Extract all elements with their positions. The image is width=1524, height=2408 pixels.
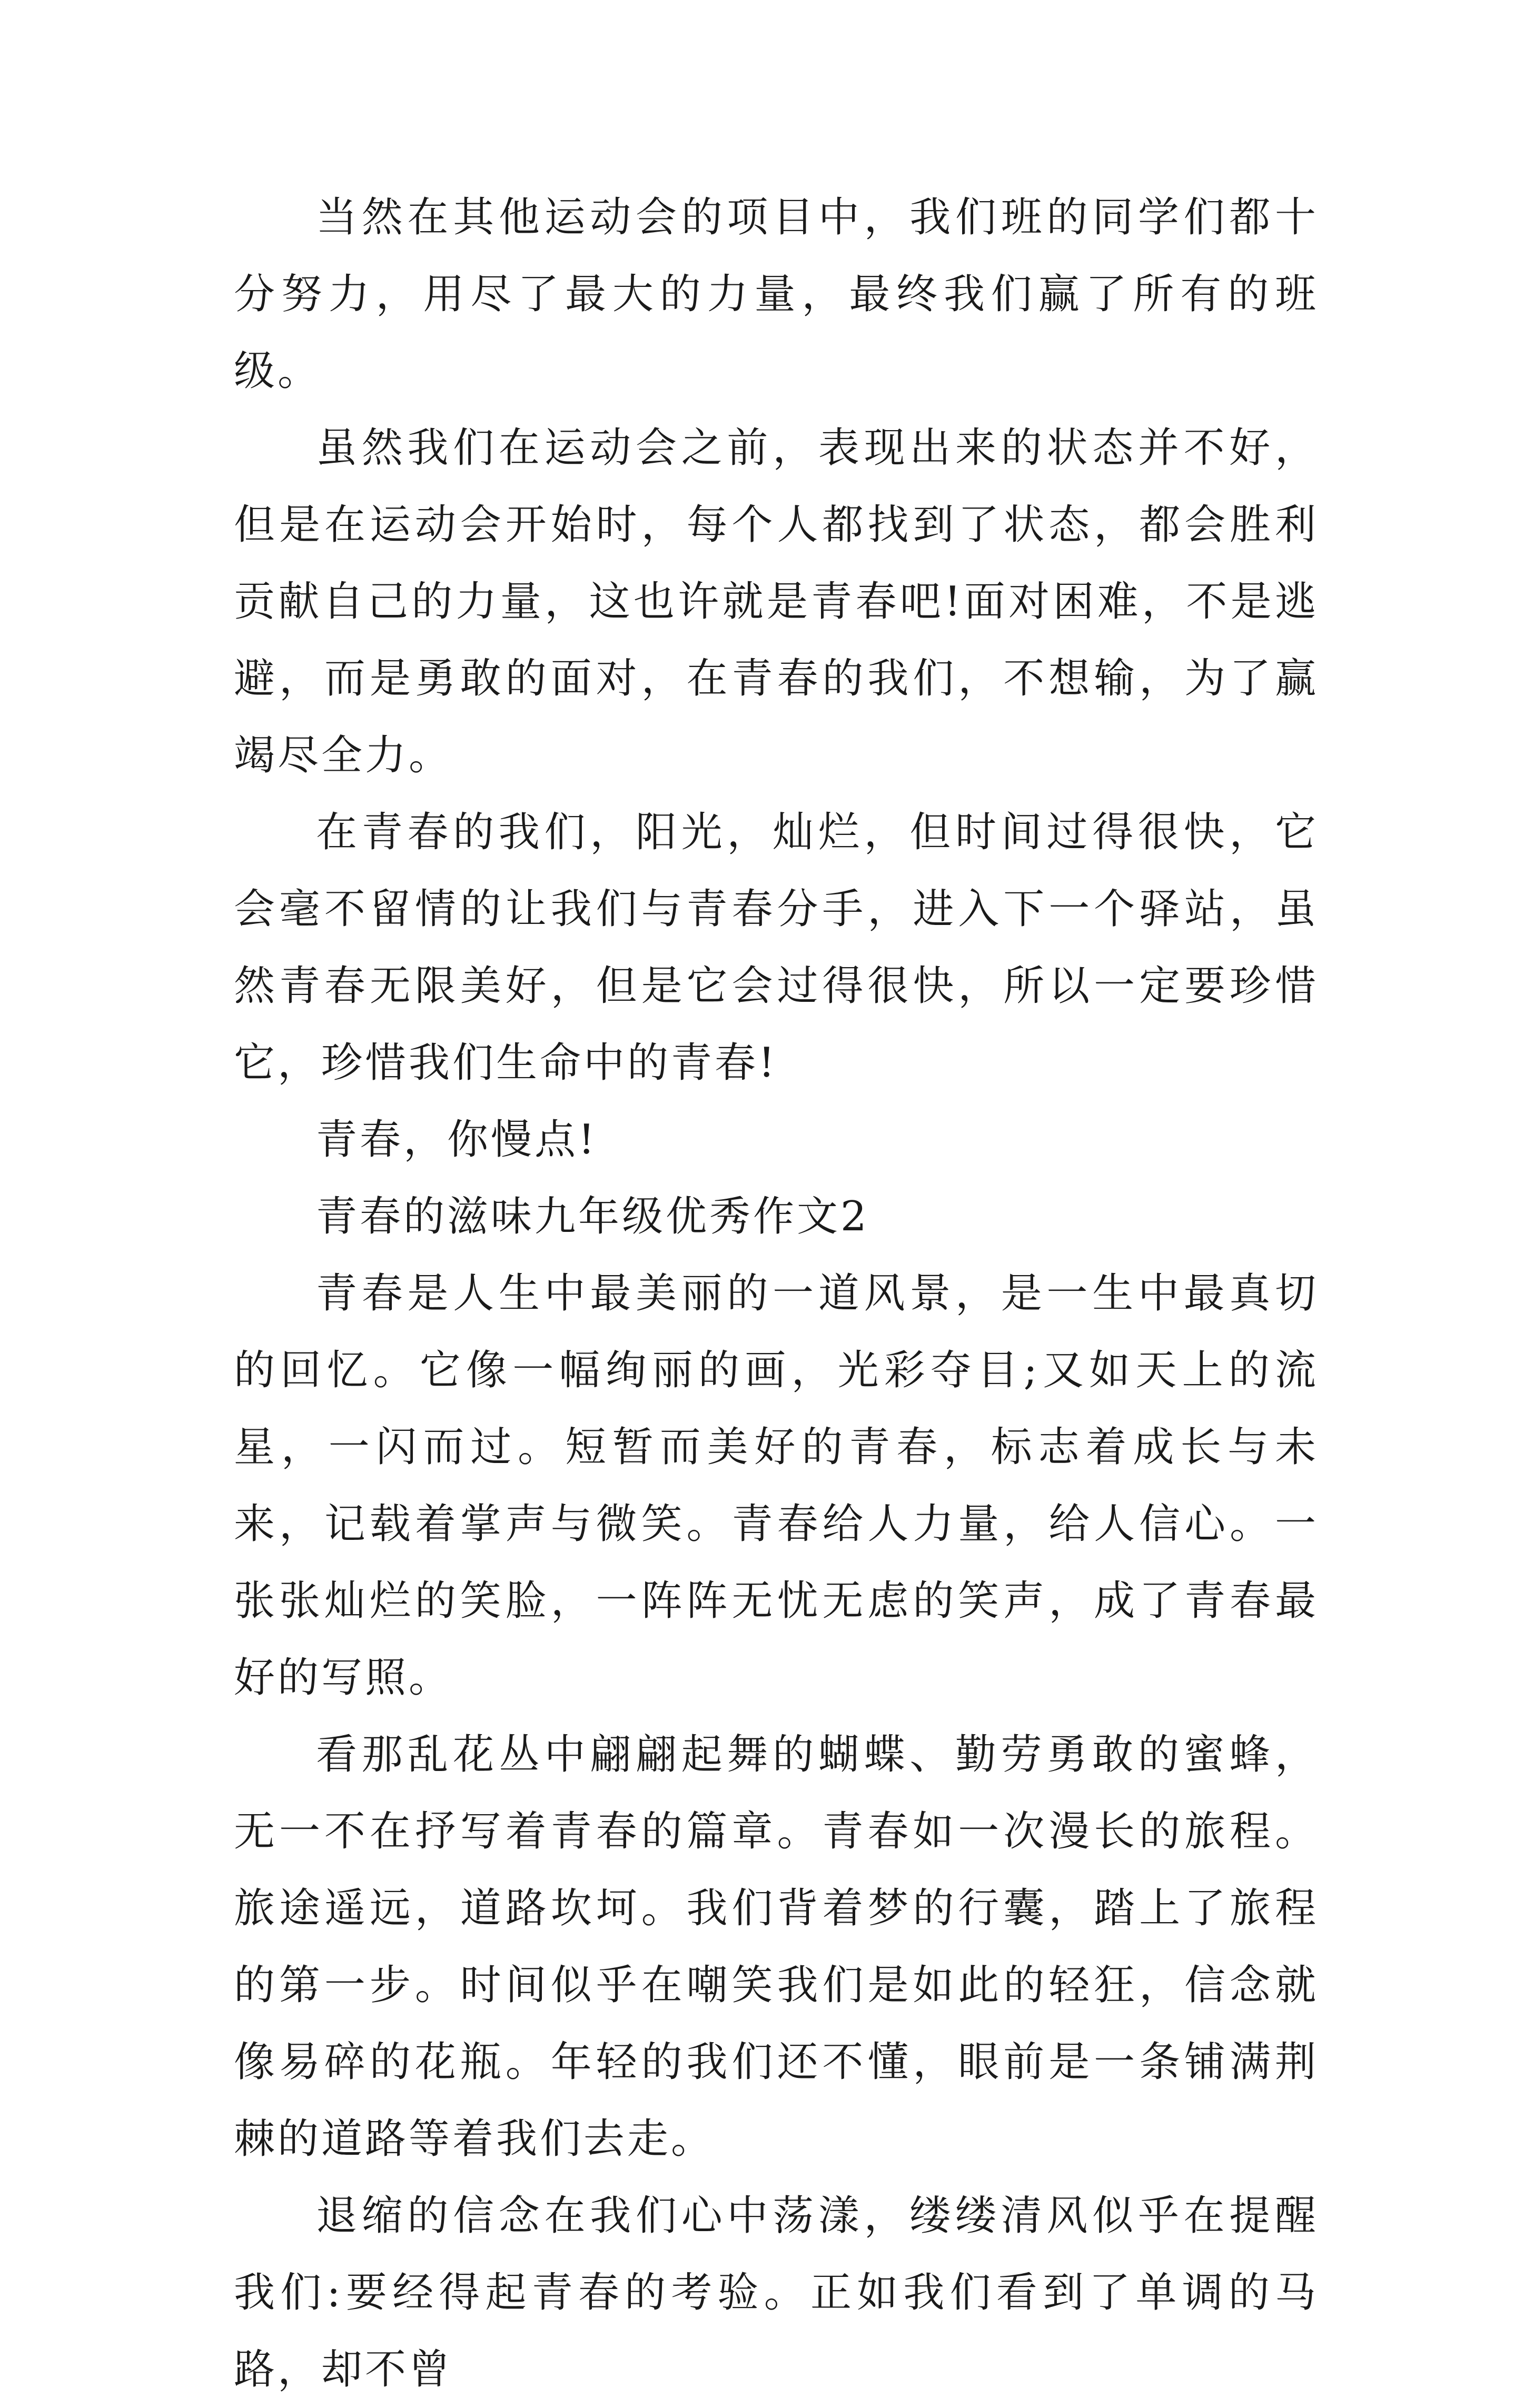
paragraph: 青春是人生中最美丽的一道风景，是一生中最真切的回忆。它像一幅绚丽的画，光彩夺目;又如天上的流星，一闪而过。短暂而美好的青春，标志着成长与未来，记载着掌声与微笑。青春给人力量，给人信心。一张张灿烂的笑脸，一阵阵无忧无虑的笑声，成了青春最好的写照。 [234,1270,1319,1701]
paragraph: 在青春的我们，阳光，灿烂，但时间过得很快，它会毫不留情的让我们与青春分手，进入下一个驿站，虽然青春无限美好，但是它会过得很快，所以一定要珍惜它，珍惜我们生命中的青春! [234,809,1319,1087]
paragraph: 看那乱花丛中翩翩起舞的蝴蝶、勤劳勇敢的蜜蜂，无一不在抒写着青春的篇章。青春如一次漫长的旅程。旅途遥远，道路坎坷。我们背着梦的行囊，踏上了旅程的第一步。时间似乎在嘲笑我们是如此的轻狂，信念就像易碎的花瓶。年轻的我们还不懂，眼前是一条铺满荆棘的道路等着我们去走。 [234,1731,1319,2163]
paragraph: 虽然我们在运动会之前，表现出来的状态并不好，但是在运动会开始时，每个人都找到了状态，都会胜利贡献自己的力量，这也许就是青春吧!面对困难，不是逃避，而是勇敢的面对，在青春的我们，不想输，为了赢竭尽全力。 [234,424,1319,779]
essay-title: 青春的滋味九年级优秀作文2 [316,1193,869,1240]
article-body [234,179,1319,2408]
paragraph: 青春，你慢点! [316,1116,598,1163]
paragraph: 退缩的信念在我们心中荡漾，缕缕清风似乎在提醒我们:要经得起青春的考验。正如我们看到了单调的马路，却不曾 [234,2192,1319,2393]
paragraph: 当然在其他运动会的项目中，我们班的同学们都十分努力，用尽了最大的力量，最终我们赢了所有的班级。 [234,194,1319,395]
